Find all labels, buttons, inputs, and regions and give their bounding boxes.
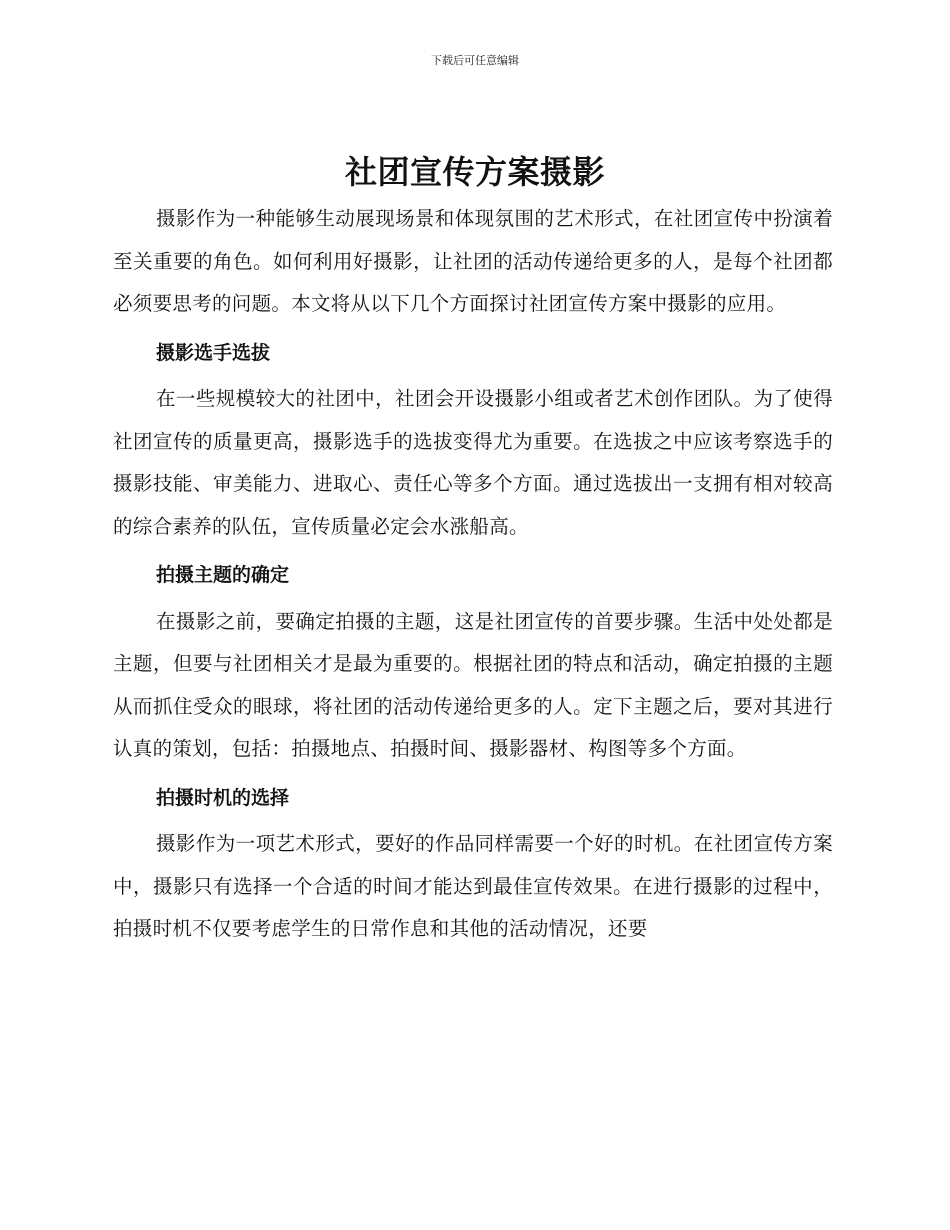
- document-body: [113, 198, 833, 951]
- document-title: 社团宣传方案摄影: [344, 153, 605, 191]
- section-paragraph: 在一些规模较大的社团中，社团会开设摄影小组或者艺术创作团队。为了使得社团宣传的质量更高，摄影选手的选拔变得尤为重要。在选拔之中应该考察选手的摄影技能、审美能力、进取心、责任心等多个方面。通过选拔出一支拥有相对较高的综合素养的队伍，宣传质量必定会水涨船高。: [113, 387, 833, 538]
- section-paragraph: 摄影作为一项艺术形式，要好的作品同样需要一个好的时机。在社团宣传方案中，摄影只有选择一个合适的时间才能达到最佳宣传效果。在进行摄影的过程中，拍摄时机不仅要考虑学生的日常作息和其他的活动情况，还要: [113, 832, 833, 940]
- header-note: 下载后可任意编辑: [431, 54, 519, 67]
- section-heading: 摄影选手选拔: [156, 341, 271, 364]
- section-paragraph: 在摄影之前，要确定拍摄的主题，这是社团宣传的首要步骤。生活中处处都是主题，但要与社团相关才是最为重要的。根据社团的特点和活动，确定拍摄的主题从而抓住受众的眼球，将社团的活动传递给更多的人。定下主题之后，要对其进行认真的策划，包括：拍摄地点、拍摄时间、摄影器材、构图等多个方面。: [113, 609, 833, 760]
- section-heading: 拍摄主题的确定: [156, 564, 290, 586]
- intro-paragraph: 摄影作为一种能够生动展现场景和体现氛围的艺术形式，在社团宣传中扮演着至关重要的角色。如何利用好摄影，让社团的活动传递给更多的人，是每个社团都必须要思考的问题。本文将从以下几个方面探讨社团宣传方案中摄影的应用。: [113, 207, 833, 315]
- section-heading: 拍摄时机的选择: [156, 786, 290, 809]
